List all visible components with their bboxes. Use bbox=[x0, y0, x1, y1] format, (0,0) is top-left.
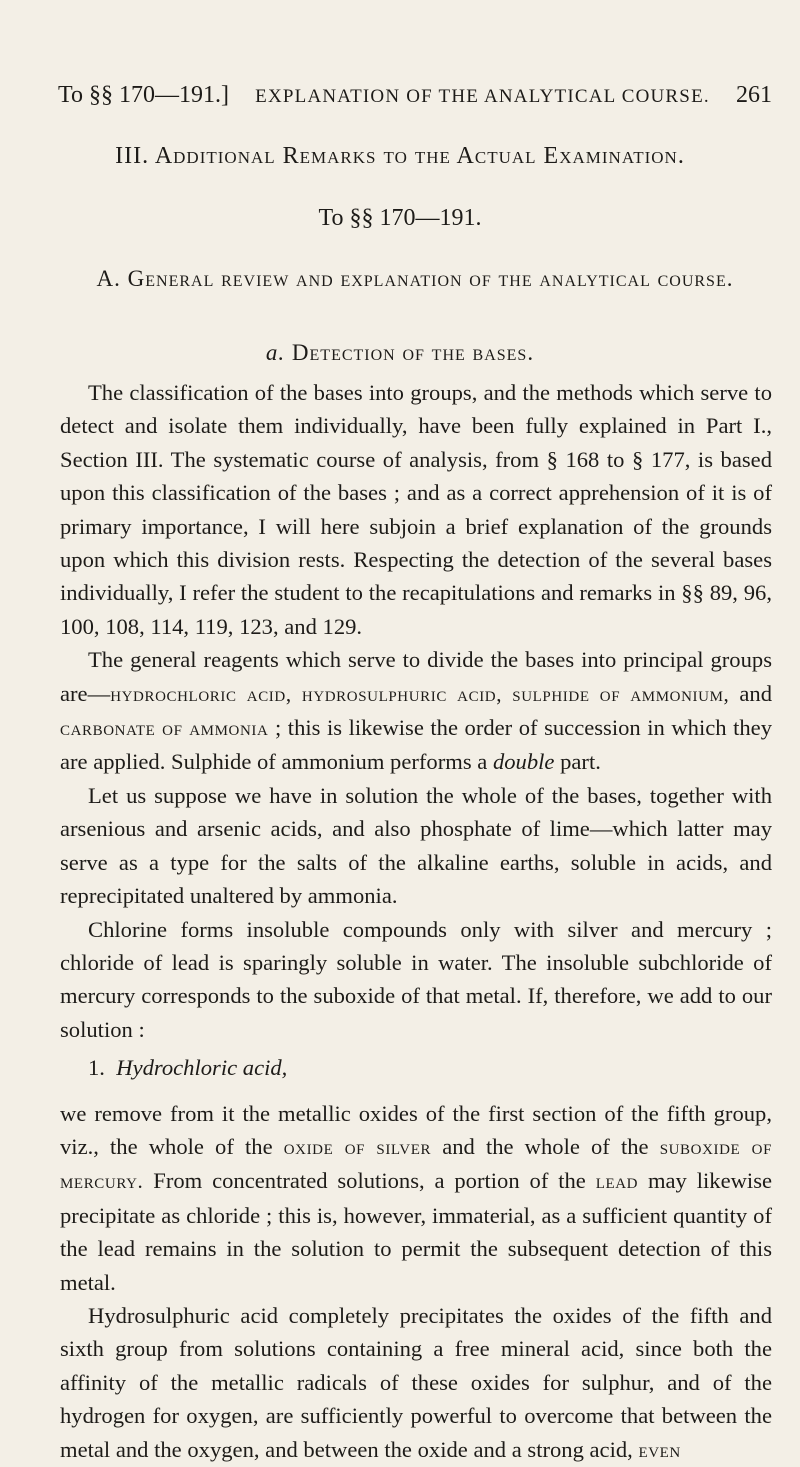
item-label: Hydrochloric acid, bbox=[116, 1055, 288, 1081]
paragraph-classification: The classification of the bases into groups, and the methods which serve to detect and isolate them individually, have been fully explained in Part I., Section III. The systematic course of analysis, from § 168 to § 177, is based upon this classification of the bases ; and as a correct apprehension of it is of primary importance, I will here subjoin a brief explanation of the grounds upon which this division rests. Respecting the detection of the several bases individually, I refer the student to the recapitulations and remarks in §§ 89, 96, 100, 108, 114, 119, 123, and 129. bbox=[60, 380, 772, 639]
subsection-heading: A. General review and explanation of the analytical course. bbox=[96, 266, 734, 291]
reagent-list: hydrochloric acid, hydrosulphuric acid, sulphide of ammonium, bbox=[110, 681, 730, 706]
subsubsection-title: Detection of the bases. bbox=[291, 340, 535, 365]
body-text bbox=[60, 376, 772, 1467]
paragraph-hydrosulphuric bbox=[60, 1299, 772, 1467]
term-oxide-silver: oxide of silver bbox=[283, 1134, 432, 1159]
text-run: part. bbox=[560, 749, 601, 775]
text-run: Hydrosulphuric acid completely precipitates the oxides of the fifth and sixth group from solutions containing a free mineral acid, since both the affinity of the metallic radicals of these oxides for sulphur, and of the hydrogen for oxygen, are sufficiently powerful to overcome that between the metal and the oxygen, and between the oxide and a strong acid, bbox=[60, 1302, 772, 1462]
item-number: 1. bbox=[88, 1055, 105, 1081]
page-number: 261 bbox=[736, 82, 772, 108]
text-run: may likewise precipitate as chloride ; this is, however, immaterial, as a sufficient quantity of the lead remains in the solution to permit the subsequent detection of this metal. bbox=[60, 1168, 773, 1295]
paragraph-suppose: Let us suppose we have in solution the whole of the bases, together with arsenious and arsenic acids, and also phosphate of lime—which latter may serve as a type for the salts of the alkaline earths, soluble in acids, and reprecipitated unaltered by ammonia. bbox=[60, 782, 772, 909]
text-run: we remove from it the metallic oxides of the first section of the fifth group, viz., the whole of the bbox=[60, 1100, 772, 1159]
running-head bbox=[58, 80, 772, 112]
section-reference: To §§ 170—191.] bbox=[58, 82, 229, 108]
text-run: and bbox=[739, 680, 772, 706]
term-suboxide-mercury: suboxide of mercury. bbox=[60, 1134, 773, 1194]
emphasis-double: double bbox=[492, 749, 555, 775]
subsubsection-heading bbox=[0, 340, 800, 366]
text-run: ; this is likewise the order of succession in which they are applied. Sulphide of ammonium performs a bbox=[60, 715, 772, 775]
text-run: The general reagents which serve to divide the bases into principal groups are— bbox=[60, 647, 772, 706]
subsubsection-letter: a. bbox=[265, 340, 286, 365]
sections-heading: To §§ 170—191. bbox=[318, 205, 482, 231]
text-run: and the whole of the bbox=[442, 1133, 649, 1159]
running-title: EXPLANATION OF THE ANALYTICAL COURSE. bbox=[255, 86, 710, 107]
list-item-hydrochloric bbox=[60, 1051, 772, 1084]
paragraph-chlorine: Chlorine forms insoluble compounds only with silver and mercury ; chloride of lead is sparingly soluble in water. The insoluble subchloride of mercury corresponds to the suboxide of that metal. If, therefore, we add to our solution : bbox=[60, 916, 772, 1042]
term-lead: lead bbox=[595, 1169, 639, 1194]
text-run: From concentrated solutions, a portion of the bbox=[153, 1168, 586, 1194]
paragraph-remove bbox=[60, 1097, 772, 1299]
paragraph-general-reagents bbox=[60, 643, 772, 779]
reagent-carbonate: carbonate of ammonia bbox=[60, 716, 269, 741]
part-heading: III. Additional Remarks to the Actual Examination. bbox=[115, 143, 685, 169]
catchword-even: even bbox=[638, 1437, 681, 1462]
